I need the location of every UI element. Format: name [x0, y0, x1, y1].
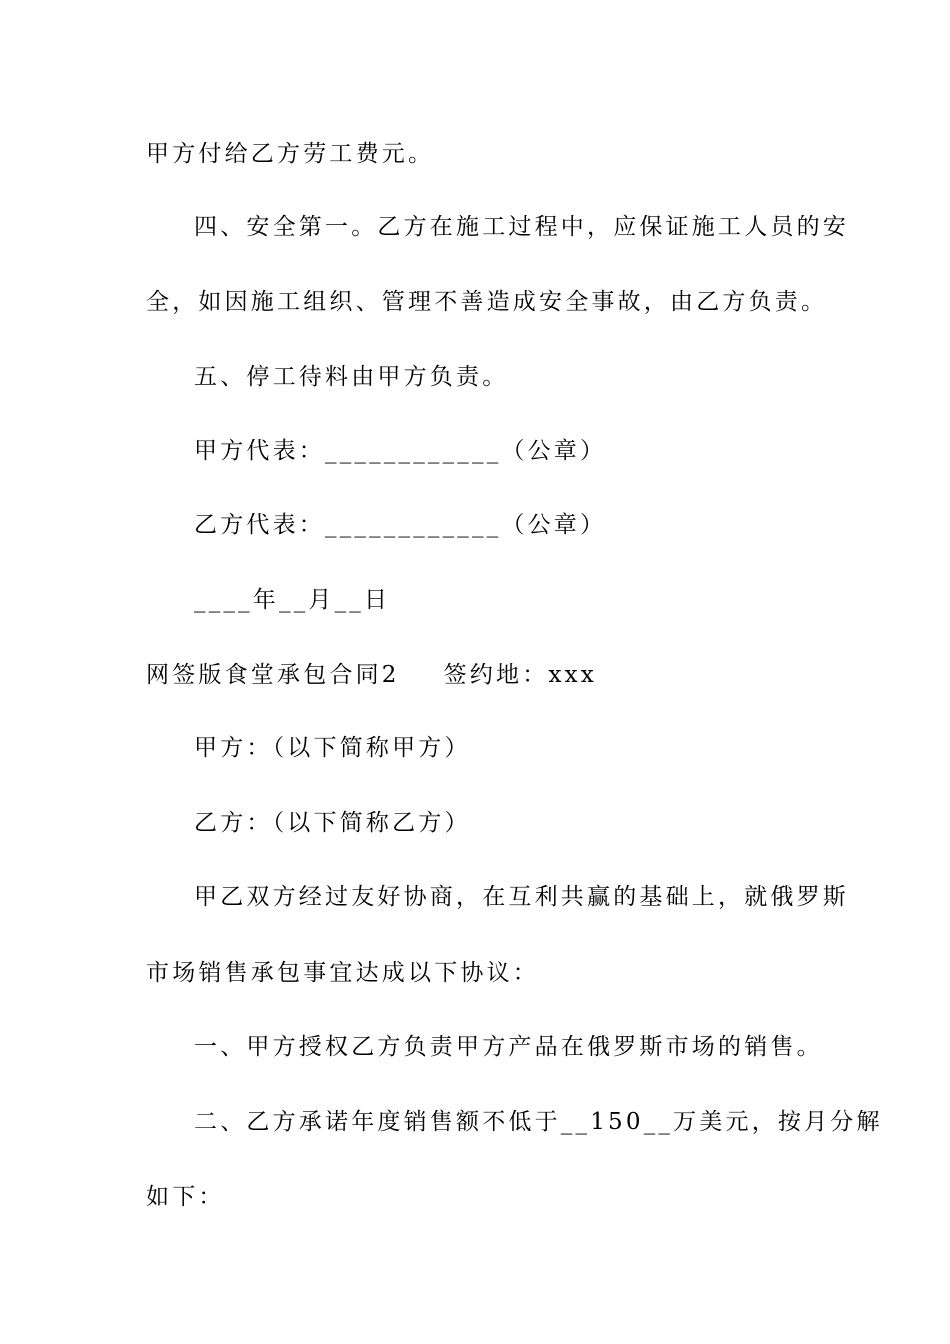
clause-one: 一、甲方授权乙方负责甲方产品在俄罗斯市场的销售。 [194, 1034, 823, 1060]
party-a-representative: 甲方代表：____________（公章） [194, 438, 607, 464]
paragraph-agreement-intro-continued: 市场销售承包事宜达成以下协议： [146, 960, 539, 986]
party-b-representative: 乙方代表：____________（公章） [194, 512, 607, 538]
paragraph-safety-continued: 全，如因施工组织、管理不善造成安全事故，由乙方负责。 [146, 289, 828, 315]
paragraph-agreement-intro: 甲乙双方经过友好协商，在互利共赢的基础上，就俄罗斯 [194, 884, 849, 910]
clause-two: 二、乙方承诺年度销售额不低于__150__万美元，按月分解 [194, 1109, 883, 1135]
clause-two-continued: 如下： [146, 1184, 225, 1210]
contract-title: 网签版食堂承包合同2 [146, 662, 400, 688]
sign-place: 签约地：xxx [443, 662, 597, 688]
party-a-line: 甲方：（以下简称甲方） [194, 735, 471, 761]
paragraph-work-stoppage: 五、停工待料由甲方负责。 [194, 364, 509, 390]
party-b-line: 乙方：（以下简称乙方） [194, 810, 471, 836]
date-line: ____年__月__日 [194, 587, 391, 613]
paragraph-safety-first: 四、安全第一。乙方在施工过程中，应保证施工人员的安 [194, 214, 849, 240]
paragraph-labor-fee: 甲方付给乙方劳工费元。 [146, 141, 435, 167]
contract-heading-line [146, 660, 597, 690]
